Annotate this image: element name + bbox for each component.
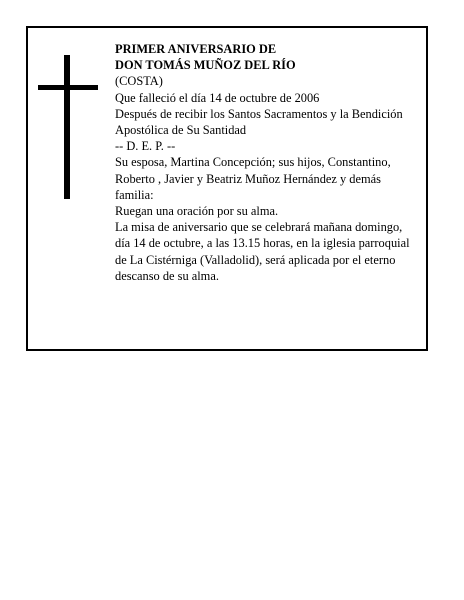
cross-horizontal-bar	[38, 85, 98, 90]
notice-heading-line1: PRIMER ANIVERSARIO DE	[115, 42, 277, 56]
notice-death-date: Que falleció el día 14 de octubre de 2006	[115, 90, 320, 105]
cross-vertical-bar	[64, 55, 70, 199]
notice-family: Su esposa, Martina Concepción; sus hijos, Constantino, Roberto , Javier y Beatriz Muñoz Hernández y demás familia:	[115, 155, 391, 202]
notice-heading-line2: DON TOMÁS MUÑOZ DEL RÍO	[115, 58, 296, 73]
notice-sacraments: Después de recibir los Santos Sacramentos y la Bendición Apostólica de Su Santidad	[115, 106, 403, 138]
obituary-notice	[26, 26, 428, 351]
notice-text	[115, 41, 420, 284]
notice-request: Ruegan una oración por su alma.	[115, 204, 279, 219]
cross-icon	[38, 55, 98, 199]
notice-rip: -- D. E. P. --	[115, 139, 176, 154]
notice-mass: La misa de aniversario que se celebrará mañana domingo, día 14 de octubre, a las 13.15 horas, en la iglesia parroquial de La Cistérniga (Valladolid), será aplicada por el eterno descanso de su alma.	[115, 220, 410, 283]
notice-nickname: (COSTA)	[115, 74, 163, 89]
